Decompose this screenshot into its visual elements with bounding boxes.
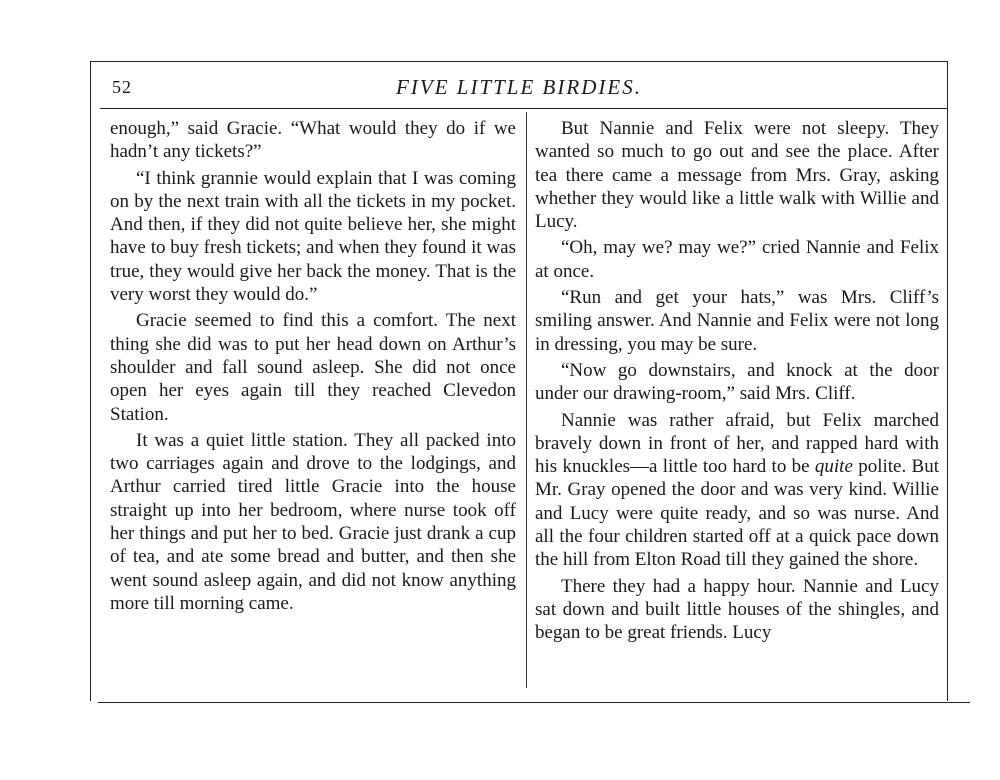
paragraph: “I think grannie would explain that I was coming on by the next train with all the tickets in my pocket. And then, if they did not quite believe her, she might have to buy fresh tickets; and when they found it was true, they would give her back the money. That is the very worst they would do.” [110,167,516,306]
paragraph: But Nannie and Felix were not sleepy. They wanted so much to go out and see the place. After tea there came a message from Mrs. Gray, asking whether they would like a little walk with Willie and Lucy. [535,118,939,233]
paragraph: There they had a happy hour. Nannie and Lucy sat down and built little houses of the shingles, and began to be great friends. Lucy [535,575,939,644]
left-column [110,117,516,615]
paragraph: enough,” said Gracie. “What would they do if we hadn’t any tickets?” [110,118,516,163]
paragraph: Gracie seemed to find this a comfort. The next thing she did was to put her head down on Arthur’s shoulder and fall sound asleep. She did not once open her eyes again till they reached Clevedon Station. [110,310,516,425]
paragraph: “Now go downstairs, and knock at the door under our drawing-room,” said Mrs. Cliff. [535,359,939,405]
emphasis: quite [814,456,853,478]
paragraph: It was a quiet little station. They all packed into two carriages again and drove to the lodgings, and Arthur carried tired little Gracie into the house straight up into her bedroom, where nurse took off her things and put her to bed. Gracie just drank a cup of tea, and ate some bread and butter, and then she went sound asleep again, and did not know anything more till morning came. [110,429,516,614]
text-run: Nannie was rather afraid, but Felix marched bravely down in front of her, and rapped hard with his knuckles—a little too hard to be [535,409,939,478]
paragraph: “Run and get your hats,” was Mrs. Cliff’s smiling answer. And Nannie and Felix were not long in dressing, you may be sure. [535,287,939,355]
paragraph: “Oh, may we? may we?” cried Nannie and Felix at once. [535,237,939,282]
right-column [535,117,939,645]
header-rule [100,108,948,109]
text-run: polite. But Mr. Gray opened the door and was very kind. Willie and Lucy were quite ready, and so was nurse. And all the four children started off at a quick pace down the hill from Elton Road till they gained the shore. [535,456,939,571]
running-title: FIVE LITTLE BIRDIES. [396,75,642,99]
bottom-rule [98,702,970,703]
page-number: 52 [112,77,132,97]
column-divider [526,112,527,688]
paragraph-with-emphasis [535,409,939,572]
page-header [90,72,948,102]
